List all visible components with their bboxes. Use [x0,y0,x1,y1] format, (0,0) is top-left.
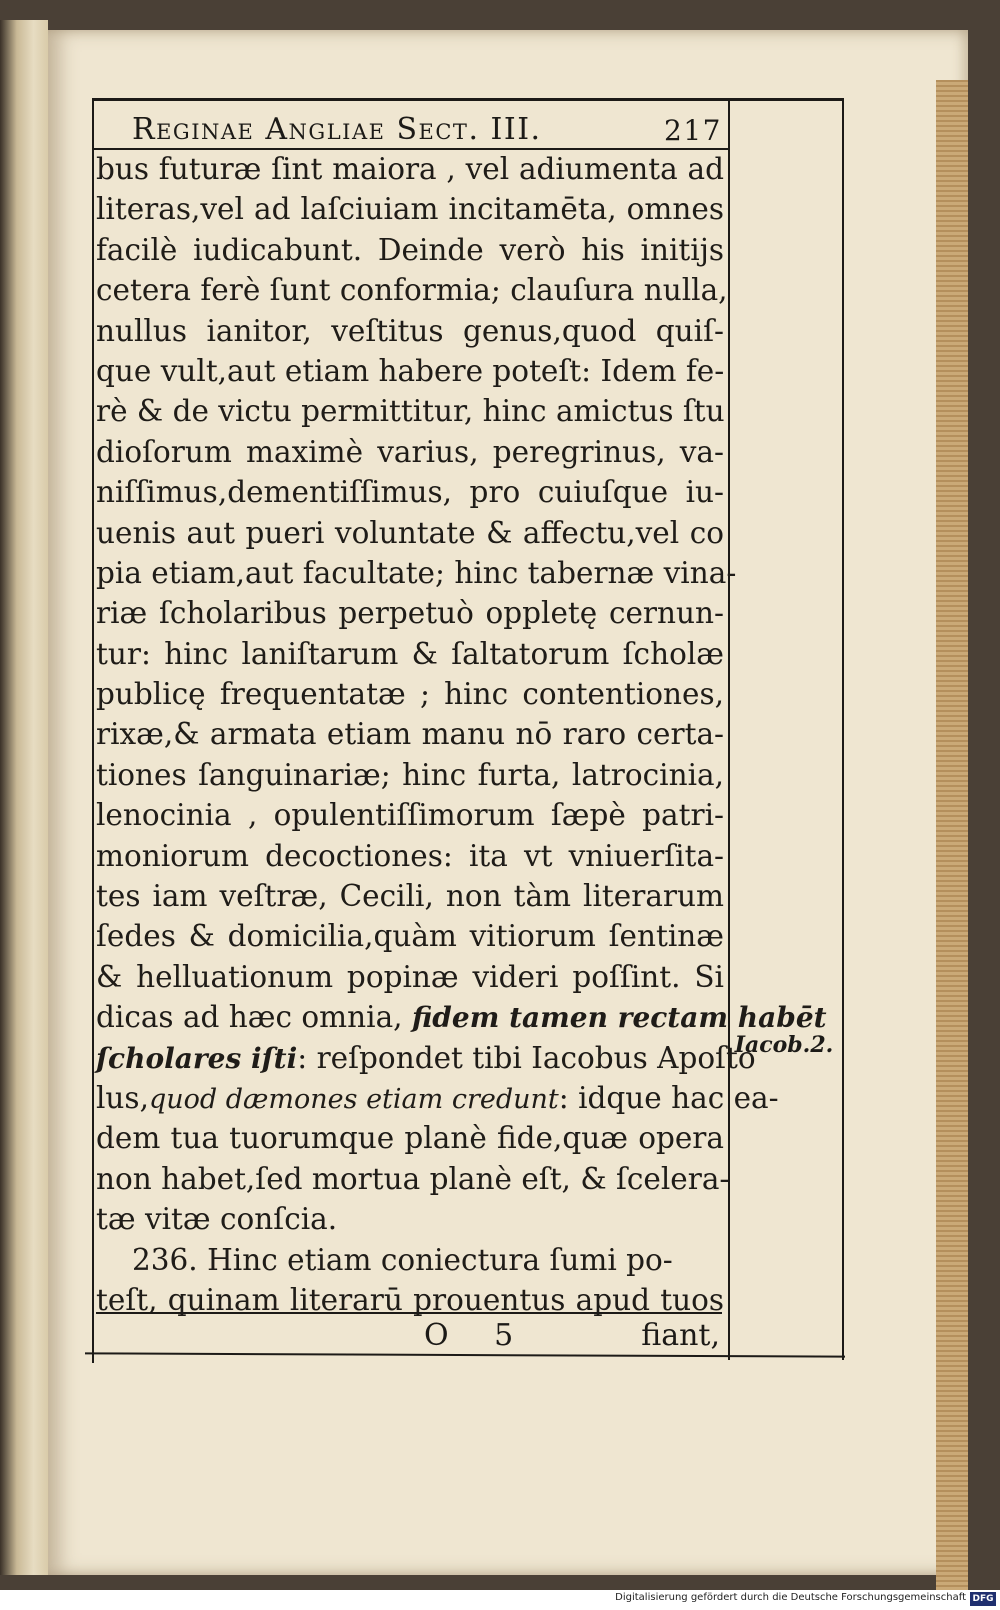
text-fragment: : idque hac ea- [558,1080,779,1115]
paragraph-start [96,1240,724,1280]
text-line: moniorum decoctiones: ita vt vniuerſita- [96,838,724,873]
text-line: lenocinia , opulentiſſimorum ſæpè patri- [96,798,724,833]
text-line [96,997,827,1037]
text-line: pia etiam,aut facultate; hinc tabernæ vina- [96,555,737,590]
dfg-credit-text: Digitalisierung gefördert durch die Deutsche Forschungsgemeinschaft [615,1592,966,1603]
text-fragment: dicas ad hæc omnia, [96,1000,412,1035]
margin-column-rule [842,100,844,1360]
italic-phrase: quod dæmones etiam credunt [148,1083,559,1115]
text-line [96,1078,779,1118]
text-line: tur: hinc laniſtarum & ſaltatorum ſcholæ [96,636,724,671]
text-line: ſedes & domicilia,quàm vitiorum ſentinæ [96,919,724,954]
text-line: literas,vel ad laſciuiam incitamēta, omnes [96,192,724,227]
text-fragment: : reſpondet tibi Iacobus Apoſto [297,1040,756,1075]
text-line: rixæ,& armata etiam manu nō raro certa- [96,717,724,752]
text-line: bus futuræ ſint maiora , vel adiumenta ad [96,152,724,186]
text-line: facilè iudicabunt. Deinde verò his initijs [96,232,724,267]
text-fragment: lus, [96,1080,149,1115]
paragraph-number: 236. [132,1242,198,1277]
text-line: publicę frequentatæ ; hinc contentiones, [96,677,724,712]
bottom-rule [96,1312,722,1314]
dfg-logo: DFG [970,1592,996,1606]
text-line: & helluationum popinæ videri poſſint. Si [96,959,724,994]
italic-phrase: fidem tamen rectam habēt [411,1001,827,1035]
marginal-note: Iacob.2. [734,1032,834,1058]
page-number: 217 [664,114,722,147]
text-line: tæ vitæ conſcia. [96,1202,338,1237]
running-head-title: Reginae Angliae Sect. III. [132,112,542,147]
left-page-edge [0,20,48,1575]
running-head [96,103,728,147]
page-footer [96,1318,724,1362]
catchword: fiant, [641,1318,720,1353]
text-line: cetera ferè ſunt conformia; clauſura nulla, [96,273,728,308]
text-line [96,1038,756,1078]
text-line: tiones ſanguinariæ; hinc furta, latrocinia, [96,757,724,792]
signature-mark: O 5 [424,1318,532,1353]
text-line: rè & de victu permittitur, hinc amictus ſtu [96,394,725,429]
text-fragment: Hinc etiam coniectura ſumi po- [207,1242,673,1277]
text-line: dem tua tuorumque planè fide,quæ opera [96,1121,724,1156]
text-line: non habet,ſed mortua planè eſt, & ſcelera- [96,1161,730,1196]
text-line: niſſimus,dementiſſimus, pro cuiuſque iu- [96,475,724,510]
fore-edge [936,80,968,1605]
text-line: nullus ianitor, veſtitus genus,quod quiſ- [96,313,724,348]
text-line: riæ ſcholaribus perpetuò oppletę cernun- [96,596,724,631]
text-line: tes iam veſtræ, Cecili, non tàm literarum [96,879,724,914]
text-line: que vult,aut etiam habere poteſt: Idem fe- [96,353,725,388]
text-line: teſt, quinam literarū prouentus apud tuos [96,1282,724,1317]
text-line: uenis aut pueri voluntate & affectu,vel co [96,515,724,550]
italic-phrase: ſcholares iſti [96,1041,298,1075]
text-line: dioſorum maximè varius, peregrinus, va- [96,434,724,469]
